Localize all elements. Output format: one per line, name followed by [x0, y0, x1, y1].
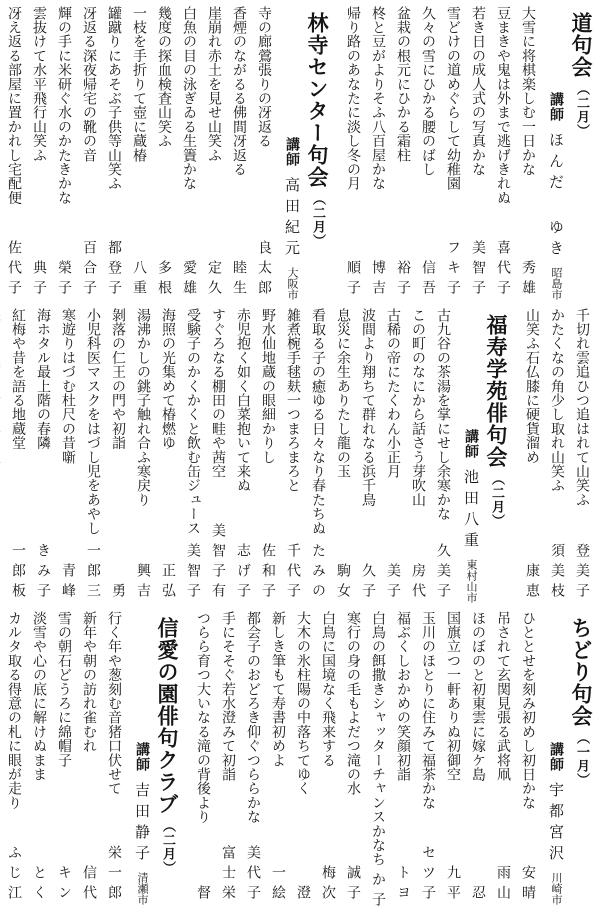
haiku-entry: [430, 308, 455, 602]
haiku-author: 千代子: [285, 542, 301, 603]
lecturer-label: 講師: [134, 741, 150, 772]
haiku-entry: [465, 611, 490, 905]
haiku-author: きみ子: [35, 542, 51, 603]
haiku-text: 雲抜けて水平飛行山笑ふ: [31, 6, 47, 163]
haiku-text: 寒行の身の毛もよだつ滝の水: [345, 610, 361, 796]
haiku-entry: [390, 6, 415, 300]
haiku-text: 輝の手に米研ぐ水のかたきかな: [56, 6, 72, 205]
haiku-entry: [340, 611, 365, 905]
haiku-entry: [251, 6, 276, 300]
haiku-text: 千切れ雲追ひつ追はれて山笑ふ: [574, 308, 590, 508]
haiku-text: 白鳥の餌撒きシャッターチャンスかな: [370, 610, 386, 853]
haiku-entry: [290, 611, 315, 905]
group-header: [546, 611, 594, 905]
haiku-entry: [101, 6, 126, 300]
haiku-entry: [340, 6, 365, 300]
haiku-author: ちか子: [370, 852, 386, 912]
haiku-entry: [26, 6, 51, 300]
haiku-entry: [519, 308, 544, 602]
haiku-entry: [5, 308, 30, 602]
group-title: ちどり句会（一月）: [569, 616, 593, 787]
haiku-entry: [380, 308, 405, 602]
haiku-text: ひととせを刻み初めし初日かな: [520, 610, 536, 810]
section-middle: [6, 308, 594, 602]
haiku-text: この町のなにから話さう芽吹山: [410, 308, 426, 508]
haiku-author: フキ子: [445, 240, 461, 301]
haiku-entry: [105, 308, 130, 602]
haiku-entry: [201, 6, 226, 300]
lecturer-name: 吉田静子: [133, 781, 151, 866]
haiku-author: 典子: [31, 260, 47, 301]
haiku-text: 受験子のかくかくと飲む缶ジュース: [185, 308, 201, 536]
haiku-text: すぐろなる棚田の畦や茜空: [210, 308, 226, 479]
haiku-text: 玉川のほとりに住みて福茶かな: [420, 610, 436, 810]
haiku-text: 国旗立つ一軒ありぬ初御空: [445, 610, 461, 782]
group-header: [546, 6, 594, 300]
haiku-text: カルタ取る得意の札に眼が走り: [6, 610, 22, 810]
lecturer-line: [546, 611, 566, 905]
haiku-entry: [51, 611, 76, 905]
haiku-text: 若き日の成人式の写真かな: [470, 6, 486, 177]
lecturer-name: 高田紀元: [283, 177, 301, 262]
haiku-entry: [30, 308, 55, 602]
haiku-author: 八重: [131, 260, 147, 301]
haiku-author: 都登子: [106, 240, 122, 301]
haiku-entry: [440, 6, 465, 300]
haiku-entry: [265, 611, 290, 905]
haiku-text: 福ぶくしおかめの笑顔初詣: [395, 610, 411, 782]
haiku-text: 香煙のながるる佛間冴返る: [231, 6, 247, 177]
haiku-author: キン: [56, 864, 72, 905]
haiku-entry: [26, 611, 51, 905]
section-divider: [6, 603, 594, 611]
haiku-author: 駒女: [335, 562, 351, 603]
haiku-text: 野水仙地蔵の眼細かりし: [260, 308, 276, 465]
haiku-group-michi: [340, 6, 594, 300]
haiku-text: 海照の光集めて椿燃ゆ: [160, 308, 176, 451]
haiku-text: かたくなの角少し取れ山笑ふ: [549, 308, 565, 493]
haiku-entry: [515, 611, 540, 905]
haiku-entry: [1, 611, 26, 905]
haiku-entry: [240, 611, 265, 905]
lecturer-label: 講師: [548, 92, 564, 123]
section-bottom: [6, 610, 594, 912]
haiku-author: 定久: [206, 260, 222, 301]
haiku-author: 久子: [360, 562, 376, 603]
group-header: [461, 308, 509, 602]
haiku-author: 澄: [295, 884, 311, 905]
haiku-entry: [55, 308, 80, 602]
haiku-entry: [280, 308, 305, 602]
haiku-text: 盆栽の根元にひかる霜柱: [395, 6, 411, 163]
group-month: （二月）: [574, 82, 589, 138]
group-month: （一月）: [574, 730, 589, 787]
haiku-author: 多根: [156, 260, 172, 301]
haiku-author: 一絵: [270, 864, 286, 905]
haiku-author: 佐代子: [6, 240, 22, 301]
haiku-text: 寺の廊鶯張りの冴返る: [256, 6, 272, 148]
haiku-text: 古稀の帝にたくわん小正月: [385, 308, 401, 479]
lecturer-line: [282, 6, 302, 300]
lecturer-place: 東村山市: [465, 558, 478, 603]
haiku-entry: [190, 611, 215, 905]
haiku-text: 古九谷の茶湯を掌にせし余寒かな: [435, 308, 451, 522]
haiku-text: 手にそそぐ若水澄みて初詣: [220, 610, 236, 782]
lecturer-place: 川崎市: [550, 871, 563, 905]
haiku-author: 志げ子: [235, 542, 251, 603]
haiku-entry: [305, 308, 330, 602]
haiku-entry: [490, 6, 515, 300]
haiku-text: 幾度の探血検査山笑ふ: [156, 6, 172, 148]
lecturer-place: 清瀬市: [136, 871, 149, 905]
haiku-author: 康恵: [524, 562, 540, 603]
haiku-author: 喜代子: [495, 240, 511, 301]
haiku-text: 雪の朝石どうろに綿帽子: [56, 610, 72, 767]
haiku-author: 榮子: [56, 260, 72, 301]
haiku-text: 久々の雪にひかる腰のばし: [420, 6, 436, 177]
haiku-author: 百合子: [81, 240, 97, 301]
haiku-entry: [215, 611, 240, 905]
haiku-entry: [101, 611, 126, 905]
group-title: 林寺センター句会（二月）: [305, 12, 329, 248]
haiku-author: 愛雄: [181, 260, 197, 301]
lecturer-label: 講師: [284, 137, 300, 168]
haiku-author: 久美子: [435, 542, 451, 603]
group-title: 道句会（二月）: [569, 12, 593, 138]
haiku-text: 赤児抱く如く白菜抱いて来ぬ: [235, 308, 251, 493]
haiku-author: 九平: [445, 864, 461, 905]
haiku-entry: [390, 611, 415, 905]
haiku-author: 勇: [110, 582, 126, 603]
haiku-author: 一郎板: [10, 542, 26, 603]
lecturer-place: 昭島市: [550, 267, 563, 301]
haiku-text: 新年や朝の訪れ雀むれ: [81, 610, 97, 753]
lecturer-name: 池田八重: [462, 468, 480, 553]
haiku-text: 冴返る深夜帰宅の靴の音: [81, 6, 97, 163]
haiku-text: 波間より翔ちて群れなる浜千鳥: [360, 308, 376, 508]
haiku-author: 忍: [470, 884, 486, 905]
haiku-group-fukuju: [0, 308, 509, 602]
lecturer-line: [461, 308, 481, 602]
lecturer-name: ほんだ ゆき: [547, 132, 565, 262]
haiku-entry: [226, 6, 251, 300]
haiku-entry: [155, 308, 180, 602]
haiku-author: 興吉: [135, 562, 151, 603]
lecturer-line: [132, 611, 152, 905]
haiku-text: 湯沸かしの銚子触れ合ふ寒戻り: [135, 308, 151, 508]
haiku-text: 罐蹴りにあそぶ子供等山笑ふ: [106, 6, 122, 191]
haiku-author: 佐和子: [260, 542, 276, 603]
haiku-entry: [415, 6, 440, 300]
haiku-entry: [205, 308, 230, 602]
haiku-author: とく: [31, 864, 47, 905]
group-header: [282, 6, 330, 300]
haiku-author: 美智子: [470, 240, 486, 301]
haiku-text: 大雪に将棋楽しむ一日かな: [520, 6, 536, 177]
lecturer-name: 宇都宮沢: [547, 781, 565, 866]
haiku-author: 督: [195, 884, 211, 905]
haiku-author: 秀雄: [520, 260, 536, 301]
haiku-text: 一枝を手折りて壺に蔵椿: [131, 6, 147, 163]
haiku-text: 小児科医マスクをはづし児をあやし: [85, 308, 101, 536]
haiku-author: トヨ: [395, 864, 411, 905]
haiku-author: たみの: [310, 542, 326, 603]
haiku-entry: [255, 308, 280, 602]
haiku-entry: [355, 308, 380, 602]
haiku-author: 裕子: [395, 260, 411, 301]
haiku-entry: [405, 308, 430, 602]
haiku-text: 剝落の仁王の門や初詣: [110, 308, 126, 451]
haiku-author: 順子: [345, 260, 361, 301]
haiku-author: 正弘: [160, 562, 176, 603]
haiku-author: 房代: [410, 562, 426, 603]
group-month: （二月）: [489, 472, 504, 529]
haiku-text: 白鳥に国境なく飛来する: [320, 610, 336, 767]
haiku-entry: [76, 6, 101, 300]
haiku-entry: [330, 308, 355, 602]
haiku-text: 寒遊りはづむ杜尺の昔噺: [60, 308, 76, 465]
haiku-text: 吊されて玄関見張る武将凧: [495, 610, 511, 782]
haiku-author: セツ子: [420, 844, 436, 905]
lecturer-place: 大阪市: [286, 267, 299, 301]
haiku-group-rinji: [0, 6, 330, 300]
haiku-text: 雑煮椀手毬麸一つまろまろと: [285, 308, 301, 493]
haiku-entry: [569, 308, 594, 602]
haiku-text: 行く年や葱刻む音猪口伏せて: [106, 610, 122, 796]
haiku-author: 美代子: [245, 844, 261, 905]
haiku-entry: [365, 6, 390, 300]
haiku-entry: [130, 308, 155, 602]
haiku-text: 海ホタル最上階の春隣: [35, 308, 51, 451]
haiku-author: 青峰: [60, 562, 76, 603]
haiku-entry: [180, 308, 205, 602]
haiku-text: 崖崩れ赤土を見せ山笑ふ: [206, 6, 222, 163]
group-month: （二月）: [160, 818, 175, 875]
group-title: 信愛の園俳句クラブ（二月）: [155, 616, 179, 875]
haiku-text: 淡雪や心の底に解けぬまま: [31, 610, 47, 782]
haiku-author: 美子: [385, 562, 401, 603]
haiku-author: 安晴: [520, 864, 536, 905]
group-title: 福寿学苑俳句会（二月）: [484, 314, 508, 529]
lecturer-label: 講師: [548, 741, 564, 772]
haiku-entry: [544, 308, 569, 602]
haiku-group-shinai: [0, 611, 180, 905]
lecturer-label: 講師: [463, 428, 479, 459]
haiku-text: 豆まきや鬼は外まで逃げきれぬ: [495, 6, 511, 205]
section-top: [6, 6, 594, 300]
haiku-text: 新しき筆もて寿書初めよ: [270, 610, 286, 767]
haiku-author: 雨山: [495, 864, 511, 905]
haiku-text: 都会子のおどろき仰ぐつららかな: [245, 610, 261, 824]
haiku-text: 紅梅や昔を語る地蔵堂: [10, 308, 26, 451]
haiku-entry: [151, 6, 176, 300]
haiku-author: 信代: [81, 864, 97, 905]
haiku-author: 良太郎: [256, 240, 272, 301]
haiku-text: 山笑ふ石仏膝に硬貨溜め: [524, 308, 540, 465]
haiku-entry: [315, 611, 340, 905]
haiku-entry: [1, 6, 26, 300]
haiku-text: 白魚の目の泳ぎゐる生簀かな: [181, 6, 197, 191]
haiku-text: つらら育つ大いなる滝の背後より: [195, 610, 211, 824]
haiku-group-continued: [519, 308, 594, 602]
haiku-author: 美智子有: [210, 522, 226, 603]
haiku-author: 梅次: [320, 864, 336, 905]
haiku-text: 柊と豆がよりそふ八百屋かな: [370, 6, 386, 191]
haiku-author: 一郎三: [85, 542, 101, 603]
haiku-author: 誠子: [345, 864, 361, 905]
haiku-entry: [126, 6, 151, 300]
haiku-entry: [76, 611, 101, 905]
haiku-entry: [176, 6, 201, 300]
haiku-text: 大木の氷柱陽の中落ちてゆく: [295, 610, 311, 796]
haiku-author: 富士栄: [220, 844, 236, 905]
haiku-text: 帰り路のあなたに淡し冬の月: [345, 6, 361, 191]
haiku-entry: [440, 611, 465, 905]
haiku-author: 美智子: [185, 542, 201, 603]
group-header: [132, 611, 180, 905]
haiku-author: 須美枝: [549, 542, 565, 603]
group-month: （二月）: [310, 192, 325, 248]
haiku-text: 看取る子の癒ゆる日々なり春たちぬ: [310, 308, 326, 536]
haiku-entry: [80, 308, 105, 602]
haiku-author: 登美子: [574, 542, 590, 603]
haiku-text: 雪どけの道めぐらして幼稚園: [445, 6, 461, 191]
haiku-author: 博吉: [370, 260, 386, 301]
haiku-entry: [230, 308, 255, 602]
haiku-entry: [51, 6, 76, 300]
haiku-author: 栄一郎: [106, 844, 122, 905]
haiku-entry: [465, 6, 490, 300]
haiku-author: ふじ江: [6, 844, 22, 905]
lecturer-line: [546, 6, 566, 300]
haiku-author: 信吾: [420, 260, 436, 301]
haiku-entry: [515, 6, 540, 300]
haiku-entry: [365, 610, 390, 912]
haiku-text: 息災に余生ありたし龍の玉: [335, 308, 351, 479]
haiku-entry: [415, 611, 440, 905]
haiku-entry: [490, 611, 515, 905]
haiku-author: 睦生: [231, 260, 247, 301]
haiku-text: 冴え返る部屋に置かれし宅配便: [6, 6, 22, 205]
haiku-group-chidori: [190, 610, 594, 912]
haiku-text: ほのぼのと初東雲に嫁ケ島: [470, 610, 486, 782]
